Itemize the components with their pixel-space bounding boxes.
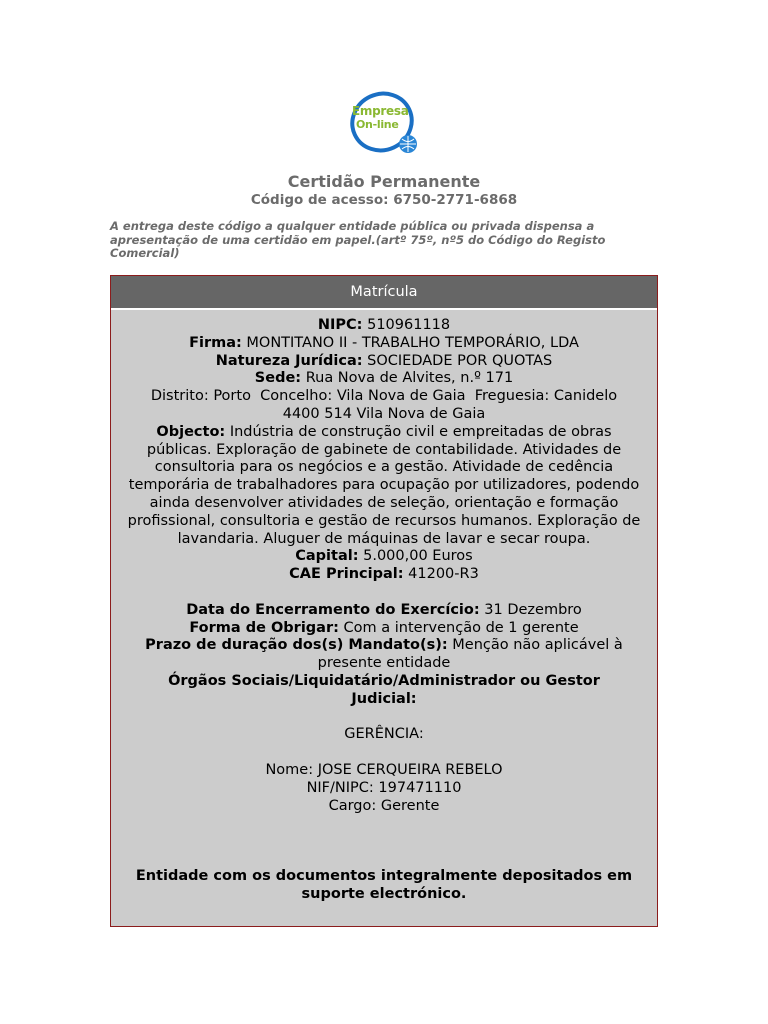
capital-value: 5.000,00 Euros [363, 548, 473, 565]
mandato-row [111, 637, 657, 673]
objecto-label: Objecto: [156, 423, 226, 440]
firma-row [111, 335, 657, 353]
access-code-label: Código de acesso: [250, 192, 389, 208]
nipc-label: NIPC: [317, 317, 363, 333]
exercicio-value: 31 Dezembro [484, 601, 582, 618]
natureza-label: Natureza Jurídica: [215, 352, 363, 369]
orgaos-label: Órgãos Sociais/Liquidatário/Administrador ou Gestor Judicial: [168, 672, 600, 707]
firma-value: MONTITANO II - TRABALHO TEMPORÁRIO, LDA [246, 334, 579, 351]
capital-row [111, 548, 657, 566]
exercicio-row [111, 602, 657, 620]
legal-note: A entrega deste código a qualquer entidade pública ou privada dispensa a apresentação de uma certidão em papel.(artº 75º, nº5 do Código do Registo Comercial) [110, 219, 606, 260]
natureza-value: SOCIEDADE POR QUOTAS [367, 352, 553, 369]
logo-text-line2: On-line [356, 118, 399, 131]
footer-note-text: Entidade com os documentos integralmente depositados em suporte electrónico. [135, 868, 633, 903]
sede-row [111, 370, 657, 388]
obrigar-value: Com a intervenção de 1 gerente [343, 619, 579, 636]
postal-row: 4400 514 Vila Nova de Gaia [282, 405, 486, 422]
natureza-row [111, 353, 657, 371]
page-title: Certidão Permanente [287, 172, 481, 191]
matricula-panel [110, 275, 658, 927]
firma-label: Firma: [189, 334, 242, 351]
access-code-value: 6750-2771-6868 [393, 192, 518, 208]
cae-row [111, 566, 657, 584]
exercicio-label: Data do Encerramento do Exercício: [186, 601, 480, 618]
mandato-value: Menção não aplicável à presente entidade [317, 637, 623, 672]
mandato-label: Prazo de duração dos(s) Mandato(s): [145, 637, 448, 654]
sede-label: Sede: [254, 370, 302, 387]
cargo-row: Cargo: Gerente [328, 797, 440, 814]
capital-label: Capital: [295, 548, 359, 565]
nif-row: NIF/NIPC: 197471110 [306, 779, 462, 796]
objecto-value: Indústria de construção civil e empreitadas de obras públicas. Exploração de gabinete de contabilidade. Atividades de consultoria para os negócios e a gestão. Atividade de cedência temporária de trabalhadores para ocupação por utilizadores, podendo ainda desenvolver atividades de seleção, orientação e formação profissional, consultoria e gestão de recursos humanos. Exploração de lavandaria. Aluguer de máquinas de lavar e secar roupa. [127, 423, 641, 547]
cae-label: CAE Principal: [289, 566, 404, 583]
spacer [111, 815, 657, 868]
spacer [111, 744, 657, 762]
nipc-value: 510961118 [367, 317, 451, 333]
obrigar-label: Forma de Obrigar: [189, 619, 339, 636]
logo-text-line1: Empresa [352, 104, 409, 118]
orgaos-row [111, 673, 657, 709]
nome-row: Nome: JOSE CERQUEIRA REBELO [265, 761, 503, 778]
matricula-body [111, 310, 657, 904]
spacer [111, 584, 657, 602]
empresa-online-logo [348, 88, 422, 158]
sede-value: Rua Nova de Alvites, n.º 171 [305, 370, 514, 387]
objecto-row [111, 424, 657, 549]
obrigar-row [111, 620, 657, 638]
cae-value: 41200-R3 [408, 566, 479, 583]
spacer [111, 709, 657, 727]
access-code-line [0, 192, 768, 208]
distrito-row: Distrito: Porto Concelho: Vila Nova de Gaia Freguesia: Canidelo [150, 388, 618, 405]
matricula-header: Matrícula [111, 276, 657, 310]
gerencia-heading: GERÊNCIA: [344, 726, 424, 743]
footer-note [111, 868, 657, 904]
nipc-row [111, 317, 657, 335]
